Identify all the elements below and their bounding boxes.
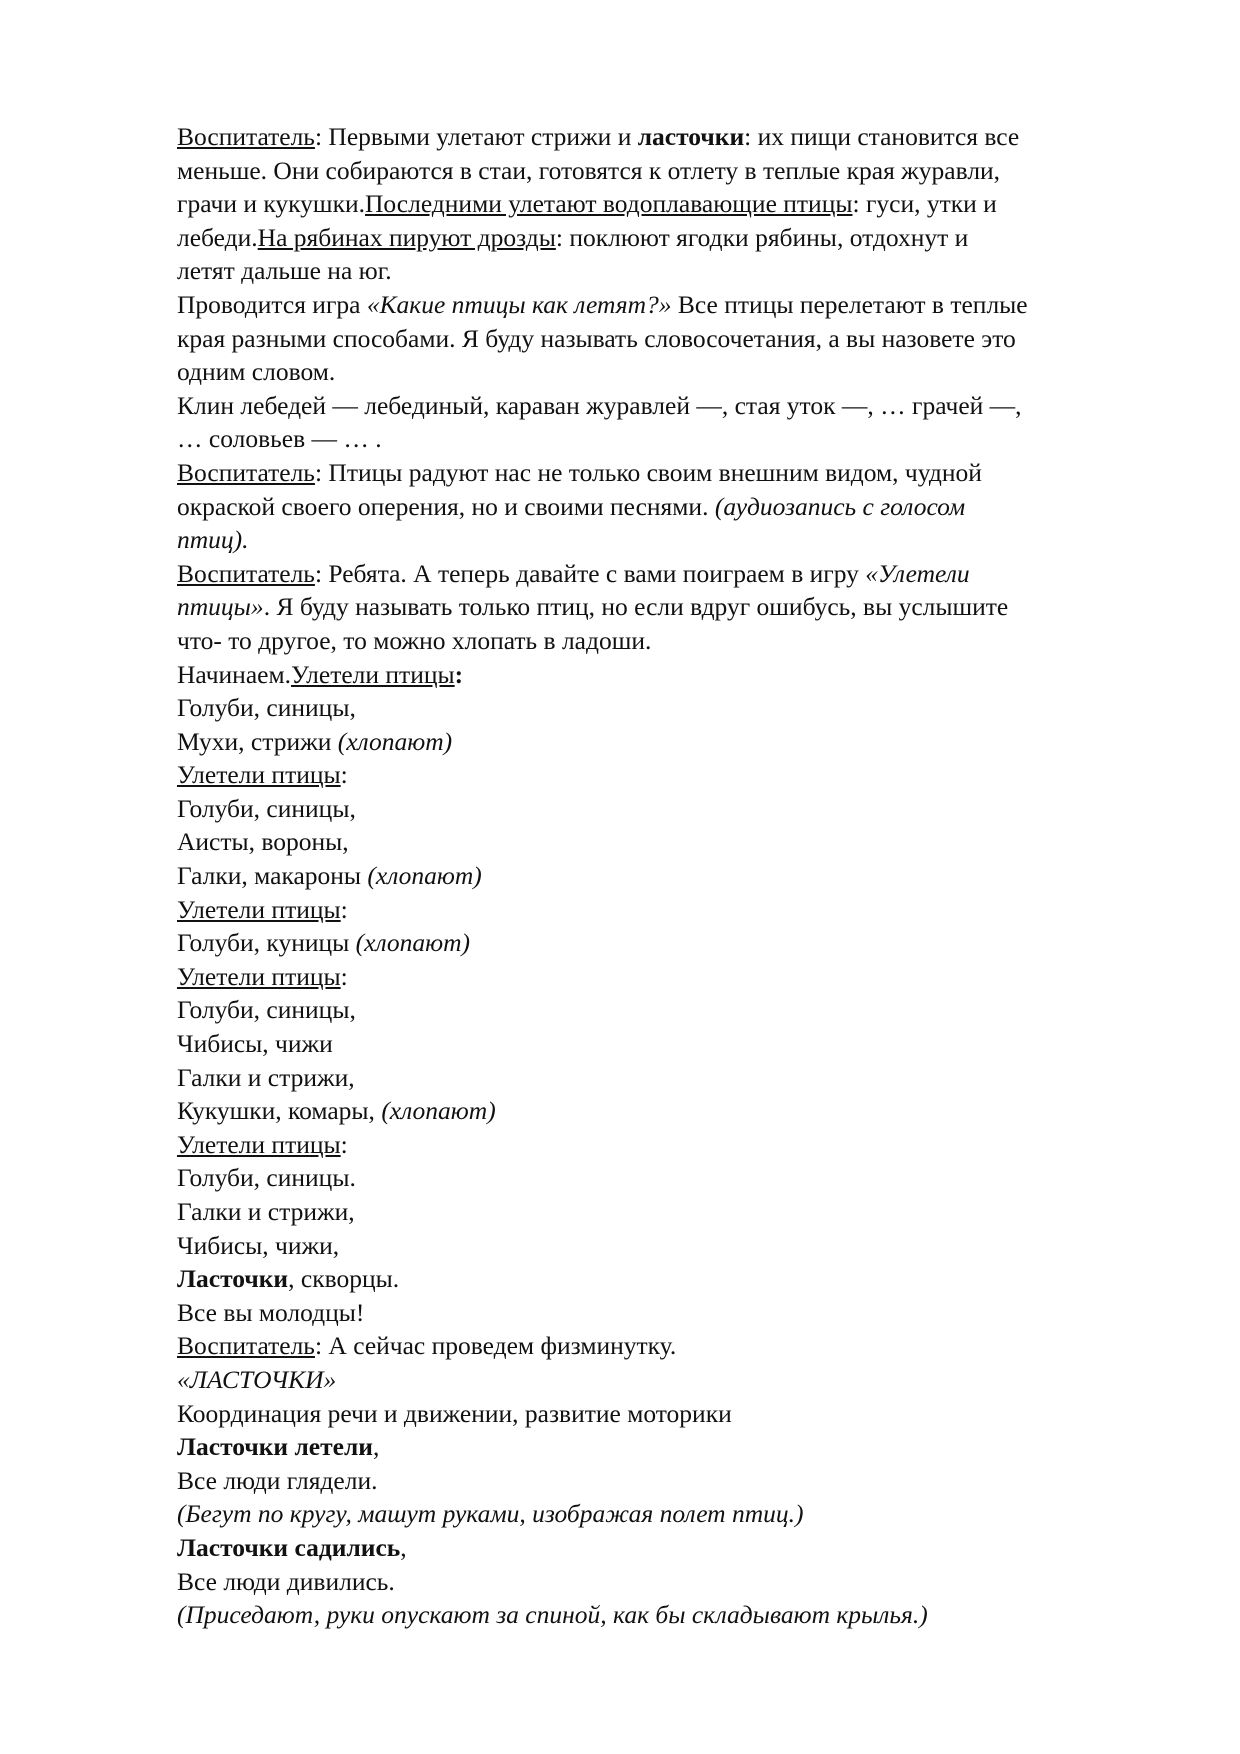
text-line [177, 557, 1157, 591]
underlined-phrase: Последними улетают водоплавающие птицы [364, 189, 853, 219]
text-run: . Я буду называть только птиц, но если вдруг ошибусь, вы услышите [263, 592, 1009, 622]
verse-line [177, 1531, 1157, 1565]
text-run: , скворцы. [288, 1264, 400, 1294]
text-line: … соловьев — … . [177, 424, 382, 454]
text-run: Начинаем. [177, 659, 291, 689]
text-run: : [340, 961, 348, 991]
text-run: : поклюют ягодки рябины, отдохнут и [555, 222, 969, 252]
text-run: : Первыми улетают стрижи и [314, 122, 638, 151]
refrain-line [177, 1128, 1157, 1162]
text-line: края разными способами. Я буду называть словосочетания, а вы назовете это [177, 323, 1016, 353]
text-run: : [454, 659, 464, 689]
verse-line: Голуби, синицы, [177, 793, 356, 823]
text-line: меньше. Они собираются в стаи, готовятся к отлету в теплые края журавли, [177, 155, 1001, 185]
text-line [177, 456, 1157, 490]
stage-direction: (аудиозапись с голосом [714, 491, 966, 521]
stage-direction-text: (Приседают, руки опускают за спиной, как бы складывают крылья.) [177, 1600, 928, 1630]
bold-term: Ласточки летели [177, 1432, 373, 1462]
verse-line [177, 926, 1157, 960]
refrain: Улетели птицы [177, 1129, 341, 1159]
text-line: что- то другое, то можно хлопать в ладоши. [177, 625, 652, 655]
game-title: «Улетели [865, 558, 970, 588]
text-line [177, 490, 1157, 524]
text-run: : Птицы радуют нас не только своим внешним видом, чудной [314, 457, 982, 487]
refrain: Улетели птицы [177, 894, 341, 924]
bold-term: Ласточки садились [177, 1532, 401, 1562]
stage-direction: (хлопают) [367, 861, 482, 891]
verse-line: Все люди дивились. [177, 1566, 395, 1596]
stage-direction: (хлопают) [381, 1096, 496, 1126]
text-line [177, 187, 1157, 221]
text-line: Клин лебедей — лебединый, караван журавлей —, стая уток —, … грачей —, [177, 390, 1022, 420]
stage-direction: (хлопают) [337, 726, 453, 756]
verse-line [177, 1262, 1157, 1296]
refrain: Улетели птицы [290, 659, 455, 689]
text-run: , [400, 1532, 407, 1562]
text-run: Все птицы перелетают в теплые [671, 289, 1028, 319]
text-run: : [340, 894, 348, 924]
verse-line: Галки и стрижи, [177, 1197, 355, 1226]
text-run: Кукушки, комары, [177, 1096, 382, 1126]
verse-line [177, 1094, 1157, 1128]
text-line: летят дальше на юг. [177, 256, 392, 286]
text-run: : Ребята. А теперь давайте с вами поиграем в игру [314, 558, 866, 588]
verse-line: Аисты, вороны, [177, 827, 349, 857]
text-line [177, 523, 1157, 557]
bold-term: Ласточки [177, 1264, 289, 1294]
text-run: Галки, макароны [177, 861, 368, 891]
exercise-subtitle: Координация речи и движении, развитие моторики [177, 1398, 732, 1428]
speaker-label: Воспитатель [177, 457, 315, 487]
text-line [177, 120, 1157, 154]
verse-line: Все люди глядели. [177, 1465, 378, 1495]
game-title: птицы» [177, 592, 264, 622]
speaker-label: Воспитатель [177, 558, 315, 588]
exercise-title [177, 1363, 1157, 1397]
refrain: Улетели птицы [177, 760, 341, 790]
text-line [177, 1329, 1157, 1363]
text-run: : их пищи становится все [744, 122, 1020, 151]
verse-line: Чибисы, чижи [177, 1029, 333, 1059]
text-run: : [340, 760, 348, 790]
text-run: Проводится игра [177, 289, 367, 319]
bold-term: ласточки [637, 122, 745, 151]
text-run: лебеди. [177, 222, 258, 252]
verse-line: Галки и стрижи, [177, 1062, 355, 1092]
text-run: : [340, 1129, 348, 1159]
text-line: одним словом. [177, 357, 336, 387]
stage-direction [177, 1497, 1157, 1531]
verse-line: Голуби, синицы, [177, 693, 356, 723]
text-run: Голуби, куницы [177, 928, 356, 958]
verse-line [177, 725, 1157, 759]
speaker-label: Воспитатель [177, 122, 315, 151]
text-run: , [372, 1432, 380, 1462]
refrain-line [177, 758, 1157, 792]
text-run: : А сейчас проведем физминутку. [314, 1331, 677, 1361]
stage-direction: птиц). [177, 525, 249, 555]
game-title: «Какие птицы как летят?» [366, 289, 672, 319]
stage-direction-text: (Бегут по кругу, машут руками, изображая полет птиц.) [177, 1499, 804, 1529]
underlined-phrase: На рябинах пируют дрозды [257, 222, 556, 252]
text-run: Мухи, стрижи [177, 726, 338, 756]
document-body [177, 120, 1157, 1632]
verse-line: Все вы молодцы! [177, 1297, 365, 1327]
stage-direction [177, 1598, 1157, 1632]
verse-line: Голуби, синицы, [177, 995, 356, 1025]
text-run: окраской своего оперения, но и своими песнями. [177, 491, 715, 521]
verse-line: Чибисы, чижи, [177, 1230, 340, 1260]
text-line [177, 658, 1157, 692]
exercise-title-text: «ЛАСТОЧКИ» [177, 1364, 337, 1394]
text-run: : гуси, утки и [852, 189, 997, 219]
text-run: грачи и кукушки. [177, 189, 365, 219]
refrain-line [177, 960, 1157, 994]
text-line [177, 590, 1157, 624]
text-line [177, 221, 1157, 255]
verse-line [177, 859, 1157, 893]
speaker-label: Воспитатель [177, 1331, 315, 1361]
verse-line [177, 1430, 1157, 1464]
text-line [177, 288, 1157, 322]
verse-line: Голуби, синицы. [177, 1163, 356, 1193]
refrain: Улетели птицы [177, 961, 341, 991]
refrain-line [177, 893, 1157, 927]
stage-direction: (хлопают) [355, 928, 471, 958]
